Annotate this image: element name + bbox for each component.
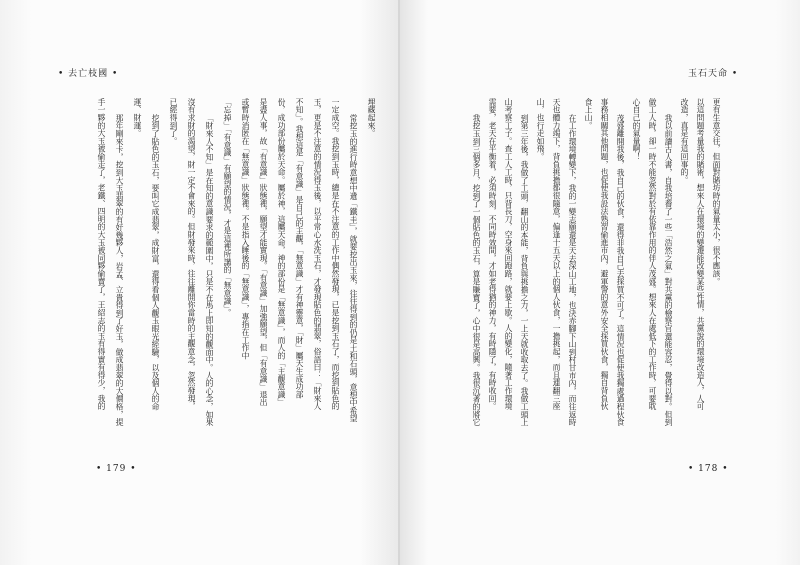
text-column: 挖到了貼色的玉石，要叫它成翡翠，成財富，還得看個人觀玉眼光經驗，以及個人的命: [151, 113, 160, 410]
text-column: 「財來人不知」是在知的意識要求的範圍中，只是不在馬上即知的觀面中。人的心念，如果: [205, 113, 214, 426]
text-column: 山考察工子。查工人工時，只背長刀，空身來回跑路，就要上歇。人的變化，隨著工作環境: [504, 98, 513, 410]
text-column: 埋藏起來。: [367, 98, 376, 137]
page-number-left: • 179 •: [96, 464, 137, 474]
text-column: 是盡人事，故「有意識」狀態裡，願望才能實現。「有意識」加強願望，但「有意識」退出: [259, 98, 268, 407]
text-column: 我以前讀古人書，自我培養了一些「浩然之氣」對共黨的檢察官還能容忍，覺得以對。但到: [664, 113, 673, 426]
text-column: 山，也行走如飛。: [536, 98, 545, 161]
text-column: 或暫時消匿在「無意識」狀態裡。不是指入睡後的「無意識」，專指在工作中: [241, 98, 250, 360]
text-column: 那年剛來卡，挖到大玉翡翠的有好幾夥人，岩孟、立貴得到了好玉，做成翡翠的大價格，提: [115, 113, 124, 426]
text-column: 需要，老天在平衡着，必須時刻，不同時效間，才如老得猶的神力，有時隱了，有時收回。: [488, 98, 497, 410]
text-column: 玉，更是不注意的情況得玉後，以平常心水洗玉石，才發現貼色的翡翠，俗語曰：「財來人: [313, 98, 322, 410]
text-column: 一定成空。我挖到玉時，總是在不注意的工作中偶然發現，已是挖到玉石了，而挖到貼色的: [331, 98, 340, 410]
right-page: [400, 0, 800, 565]
text-column: 食上山。: [584, 98, 593, 130]
text-column: 改造，真是有這回事的。: [680, 98, 689, 184]
text-column: 手一夥的大玉被偷走了，老鐵、四明的大玉被同夥偷賣了，王紹志的玉有得實有得少，我的: [97, 98, 106, 410]
text-column: 天也體力竭下，背負挑擔都很隨意，偏逢十五天以上的個人伙食，一擔挑起，而且連翻三座: [552, 98, 561, 410]
text-column: 運、財運。: [133, 98, 142, 137]
text-column: 事務相關其他問題，也促使我設法熟習偷進市內，避軍警的意外安全採買伙食，獨自背負伙: [600, 98, 609, 410]
text-column: 「忘掉」「有意識」有願望的情況，才是這裡所講的「無意識」。: [223, 98, 232, 317]
left-page-text: [92, 98, 380, 428]
text-column: 在工作環境轉變下，我的一變志願還是天去深山工地，也決赤腳下山到村甘市內，而往返時: [568, 113, 577, 426]
text-column: 我挖玉到三個多月，挖到了一個貼色的玉石，算是賺寶了，心中很是高興。我很沉著的將它: [472, 113, 481, 426]
text-column: 份，成功部份屬於天命。屬於神，這屬天命，神的部份是「無意識」，而人的「主觀意識」: [277, 98, 286, 407]
text-column: 更有生意交往，但面對賭坊時的氣量太小，很不應該。: [712, 98, 721, 286]
right-page-text: [468, 98, 724, 428]
text-column: 心自己的氣量啊！: [632, 98, 641, 161]
page-number-right: • 178 •: [688, 464, 729, 474]
text-column: 已經得到了。: [169, 98, 178, 145]
text-column: 常挖玉的進行時意想中遺「鐵圭」，就要挖出玉來，往往得到的仍是土和石頭，意想中希望: [349, 113, 358, 422]
text-column: 沒有求財的渴望，財一定不會來的。但財發來時，往往離開你當時的主觀意念，忽然發現，: [187, 98, 196, 410]
text-column: 以這問題考量我的賭術，想來人在環境的變遷能改變某些性情，共黨說的環境改造人，人可: [696, 98, 705, 410]
text-column: 到第三年後，我做了工頭，翻山的本能，背負與挑擔之力，一上天就收取去了。我做工頭上: [520, 113, 529, 426]
running-head-right: 玉石天命 •: [688, 69, 739, 79]
text-column: 不知」。我想這是「有意識」是自己的主觀，「無意識」才有神靈意，「財」屬天生成功部: [295, 98, 304, 399]
text-column: 茂盛離開我後，我自己的伙食，還得非我自己去採買不可了。這情況也促使我獨處過程伙食: [616, 113, 625, 426]
running-head-left: • 去亡枝國 •: [58, 69, 119, 79]
text-column: 做工人時，卻一時不能忽然對於有依靠作用的伴人茂盛。想來人在處低下的工作時，可要耽: [648, 98, 657, 410]
